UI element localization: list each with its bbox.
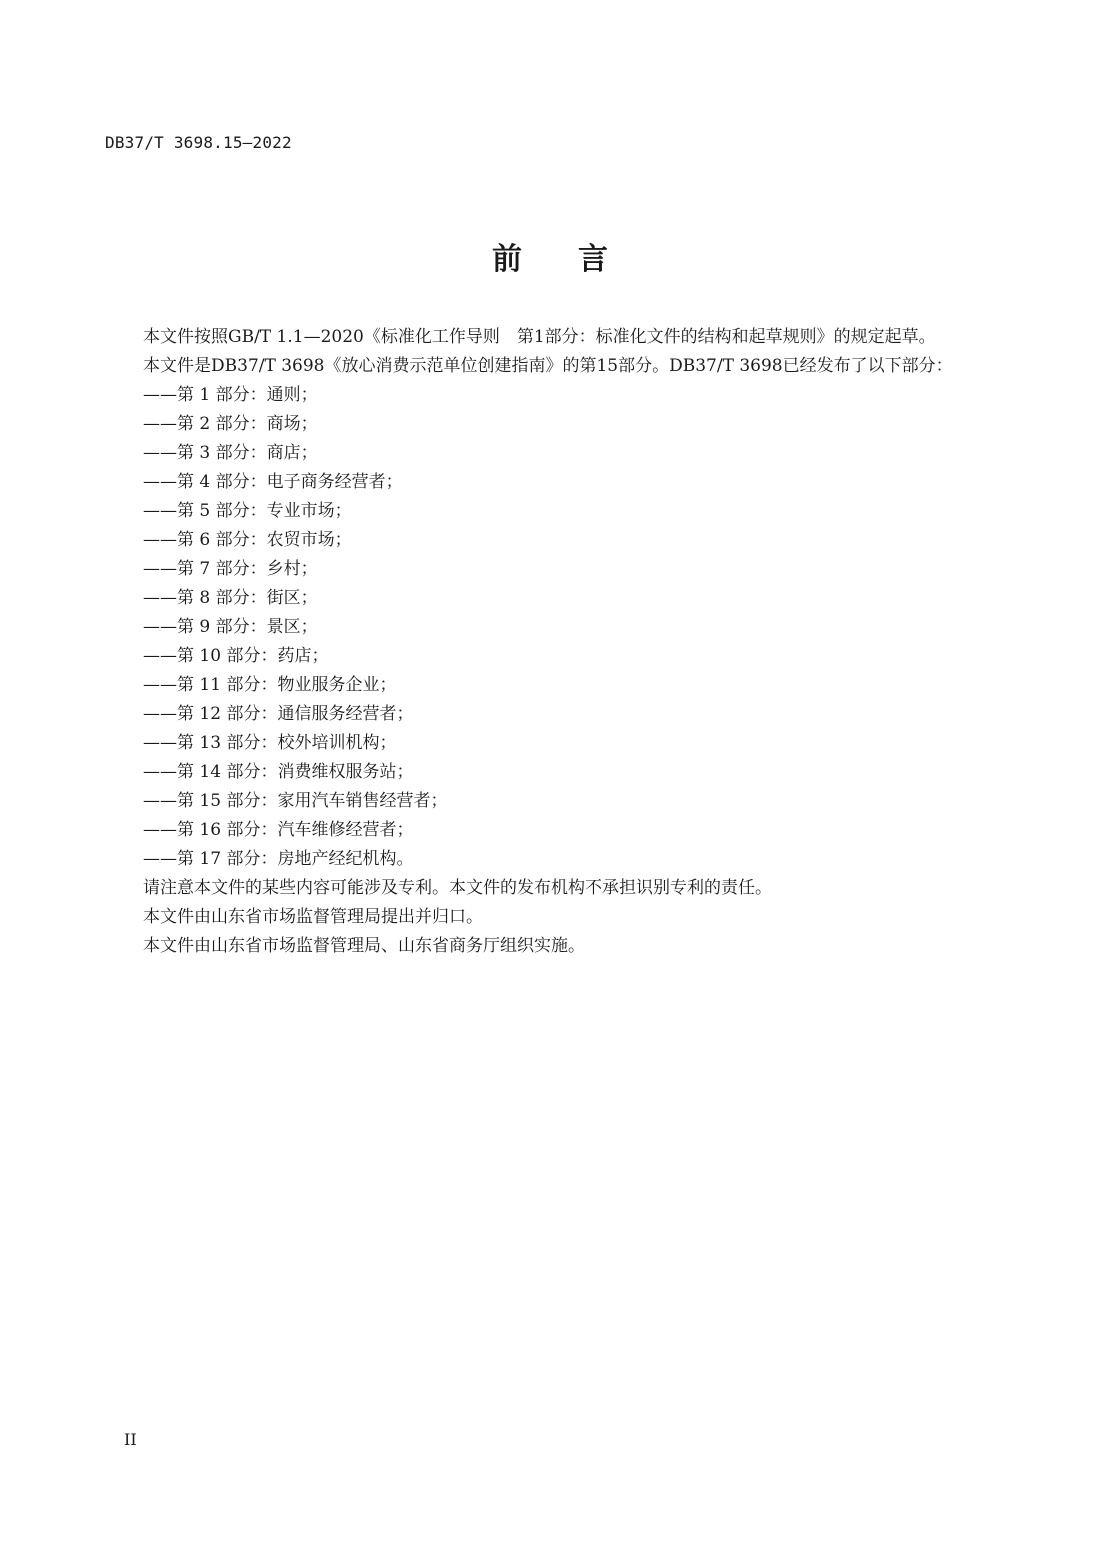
paragraph-proposer: 本文件由山东省市场监督管理局提出并归口。 [143, 907, 483, 927]
list-item: ——第 7 部分：乡村； [143, 559, 318, 579]
list-item: ——第 9 部分：景区； [143, 617, 318, 637]
list-item: ——第 2 部分：商场； [143, 414, 318, 434]
list-item: ——第 6 部分：农贸市场； [143, 530, 352, 550]
paragraph-organizer: 本文件由山东省市场监督管理局、山东省商务厅组织实施。 [143, 936, 585, 956]
document-code: DB37/T 3698.15—2022 [105, 133, 292, 152]
paragraph-patent-note: 请注意本文件的某些内容可能涉及专利。本文件的发布机构不承担识别专利的责任。 [143, 878, 772, 898]
list-item: ——第 16 部分：汽车维修经营者； [143, 820, 414, 840]
paragraph-drafting-rules: 本文件按照GB/T 1.1—2020《标准化工作导则 第1部分：标准化文件的结构和起草规则》的规定起草。 [143, 327, 936, 347]
page-number: II [124, 1430, 137, 1449]
page-title [0, 234, 1100, 278]
list-item: ——第 14 部分：消费维权服务站； [143, 762, 414, 782]
list-item: ——第 12 部分：通信服务经营者； [143, 704, 414, 724]
list-item: ——第 1 部分：通则； [143, 385, 318, 405]
list-item: ——第 11 部分：物业服务企业； [143, 675, 397, 695]
list-item: ——第 15 部分：家用汽车销售经营者； [143, 791, 448, 811]
paragraph-series-intro: 本文件是DB37/T 3698《放心消费示范单位创建指南》的第15部分。DB37/T 3698已经发布了以下部分： [143, 356, 953, 376]
list-item: ——第 4 部分：电子商务经营者； [143, 472, 403, 492]
parts-list [105, 381, 975, 874]
title-char-2: 言 [578, 242, 608, 277]
title-char-1: 前 [492, 242, 522, 277]
list-item: ——第 13 部分：校外培训机构； [143, 733, 397, 753]
list-item: ——第 5 部分：专业市场； [143, 501, 352, 521]
list-item: ——第 17 部分：房地产经纪机构。 [143, 849, 414, 869]
list-item: ——第 10 部分：药店； [143, 646, 329, 666]
list-item: ——第 3 部分：商店； [143, 443, 318, 463]
foreword-body [105, 323, 975, 961]
list-item: ——第 8 部分：街区； [143, 588, 318, 608]
